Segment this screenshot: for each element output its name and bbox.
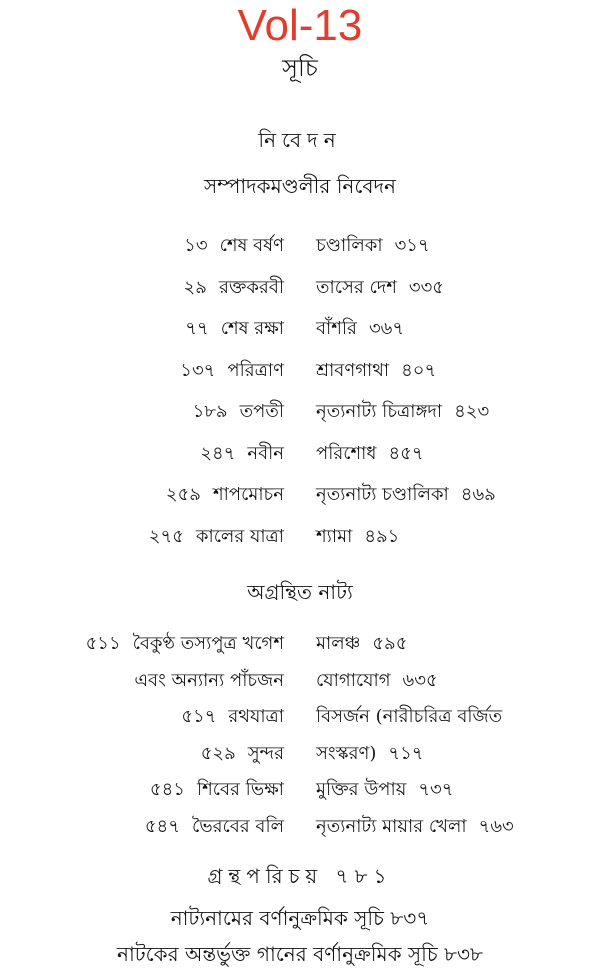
toc-right-entry xyxy=(316,395,489,429)
toc-right-entry xyxy=(316,773,453,807)
right-page-number: ৩৬৭ xyxy=(368,318,405,339)
left-page-number: ১৩৭ xyxy=(180,359,216,381)
toc-right-entry xyxy=(316,737,424,771)
toc-left-entry xyxy=(201,737,284,771)
left-play-title: নবীন xyxy=(247,442,284,464)
toc-left-entry xyxy=(184,271,284,305)
right-play-title: নৃত্যনাট্য চিত্রাঙ্গদা xyxy=(316,401,443,422)
toc-row xyxy=(0,395,600,429)
left-play-title: শাপমোচন xyxy=(213,484,284,505)
toc-left-entry xyxy=(122,664,284,698)
toc-right-entry xyxy=(316,700,514,734)
toc-right-entry xyxy=(316,664,438,698)
right-play-title: নৃত্যনাট্য চণ্ডালিকা xyxy=(316,484,449,505)
toc-right-entry xyxy=(316,354,436,388)
right-play-title: নৃত্যনাট্য মায়ার খেলা xyxy=(316,815,467,837)
toc-right-entry xyxy=(316,478,496,512)
right-page-number: ৬৩৫ xyxy=(402,669,438,691)
toc-row xyxy=(0,773,600,807)
right-page-number: ৩৩৫ xyxy=(408,276,444,298)
toc-row xyxy=(0,664,600,698)
left-page-number: ৭৭ xyxy=(185,318,209,339)
section-nibedan: নিবেদন xyxy=(258,128,342,152)
right-play-title: বাঁশরি xyxy=(316,318,357,339)
left-play-title: পরিত্রাণ xyxy=(227,359,284,381)
volume-label: Vol-13 xyxy=(237,1,363,50)
toc-right-entry xyxy=(316,810,514,844)
left-play-title: রক্তকরবী xyxy=(218,276,284,298)
toc-left-entry xyxy=(166,478,284,512)
toc-left-entry xyxy=(181,700,284,734)
toc-right-entry xyxy=(316,229,430,263)
left-play-title: শিবের ভিক্ষা xyxy=(196,779,284,800)
right-page-number: ৪৫৭ xyxy=(388,442,424,464)
section-book-info: গ্রন্থপরিচয় ৭৮১ xyxy=(207,864,393,888)
toc-row xyxy=(0,627,600,661)
toc-left-entry xyxy=(185,312,284,346)
left-play-title: শেষ রক্ষা xyxy=(220,318,284,339)
left-page-number: ৫৪১ xyxy=(149,779,185,800)
toc-right-entry xyxy=(316,437,424,471)
toc-row xyxy=(0,271,600,305)
toc-row xyxy=(0,520,600,554)
toc-left-entry xyxy=(86,627,284,661)
toc-left-entry xyxy=(150,773,284,807)
right-play-title: তাসের দেশ xyxy=(316,276,397,298)
toc-row xyxy=(0,700,600,734)
left-play-title: সুন্দর xyxy=(247,742,284,764)
toc-left-entry xyxy=(180,354,284,388)
left-page-number: ২৯ xyxy=(183,276,207,298)
left-play-title: শেষ বর্ষণ xyxy=(219,235,284,256)
toc-left-entry xyxy=(184,229,284,263)
left-page-number: ৫২৯ xyxy=(200,742,236,764)
left-page-number: ২৪৭ xyxy=(200,442,236,464)
toc-row xyxy=(0,737,600,771)
left-page-number: ১৮৯ xyxy=(192,401,228,422)
toc-right-entry xyxy=(316,520,399,554)
right-play-title: শ্যামা xyxy=(316,525,353,547)
right-page-number: ৭১৭ xyxy=(388,742,424,764)
left-page-number: ৫৪৭ xyxy=(144,815,180,837)
left-play-title: ভৈরবের বলি xyxy=(191,815,284,837)
right-page-number: ৭৩৭ xyxy=(418,779,454,800)
left-page-number: ২৫৯ xyxy=(165,484,201,505)
right-play-title: মালঞ্চ xyxy=(316,633,361,654)
right-page-number: ৪৬৯ xyxy=(460,484,496,505)
toc-right-entry xyxy=(316,271,444,305)
right-play-title: পরিশোধ xyxy=(316,442,377,464)
right-play-title: যোগাযোগ xyxy=(316,669,391,691)
left-play-title: রথযাত্রা xyxy=(228,706,284,727)
left-page-number: ৫১৭ xyxy=(181,706,217,727)
toc-right-entry xyxy=(316,312,404,346)
section-play-name-index: নাট্যনামের বর্ণানুক্রমিক সূচি ৮৩৭ xyxy=(170,906,430,930)
left-play-title: বৈকুণ্ঠ তস্যপুত্র খগেশ xyxy=(132,633,284,654)
right-page-number: ৭৬৩ xyxy=(478,815,514,837)
right-page-number: ৩১৭ xyxy=(394,235,430,256)
right-play-title: চণ্ডালিকা xyxy=(316,235,383,256)
page-title: সূচি xyxy=(282,54,318,82)
right-page-number: ৫৯৫ xyxy=(372,633,408,654)
toc-row xyxy=(0,478,600,512)
left-play-title: কালের যাত্রা xyxy=(195,525,284,547)
toc-left-entry xyxy=(200,437,284,471)
toc-left-entry xyxy=(149,520,284,554)
left-page-number: ২৭৫ xyxy=(148,525,184,547)
toc-row xyxy=(0,437,600,471)
toc-left-entry xyxy=(145,810,284,844)
left-page-number: ১৩ xyxy=(184,235,208,256)
toc-row xyxy=(0,810,600,844)
right-play-title: সংস্করণ) xyxy=(316,742,377,764)
section-song-index: নাটকের অন্তর্ভুক্ত গানের বর্ণানুক্রমিক সূচি ৮৩৮ xyxy=(117,942,483,966)
toc-right-entry xyxy=(316,627,407,661)
toc-row xyxy=(0,229,600,263)
left-play-title: এবং অন্যান্য পাঁচজন xyxy=(134,669,284,691)
right-page-number: ৪০৭ xyxy=(401,359,437,381)
toc-left-entry xyxy=(193,395,284,429)
right-page-number: ৪৯১ xyxy=(364,525,400,547)
left-play-title: তপতী xyxy=(239,401,284,422)
section-editors-note: সম্পাদকমণ্ডলীর নিবেদন xyxy=(203,174,396,198)
toc-row xyxy=(0,354,600,388)
right-page-number: ৪২৩ xyxy=(454,401,490,422)
left-page-number: ৫১১ xyxy=(85,633,121,654)
toc-row xyxy=(0,312,600,346)
right-play-title: বিসর্জন (নারীচরিত্র বর্জিত xyxy=(316,706,503,727)
section-uncollected-plays: অগ্রন্থিত নাট্য xyxy=(247,580,353,604)
right-play-title: মুক্তির উপায় xyxy=(316,779,407,800)
right-play-title: শ্রাবণগাথা xyxy=(316,359,390,381)
